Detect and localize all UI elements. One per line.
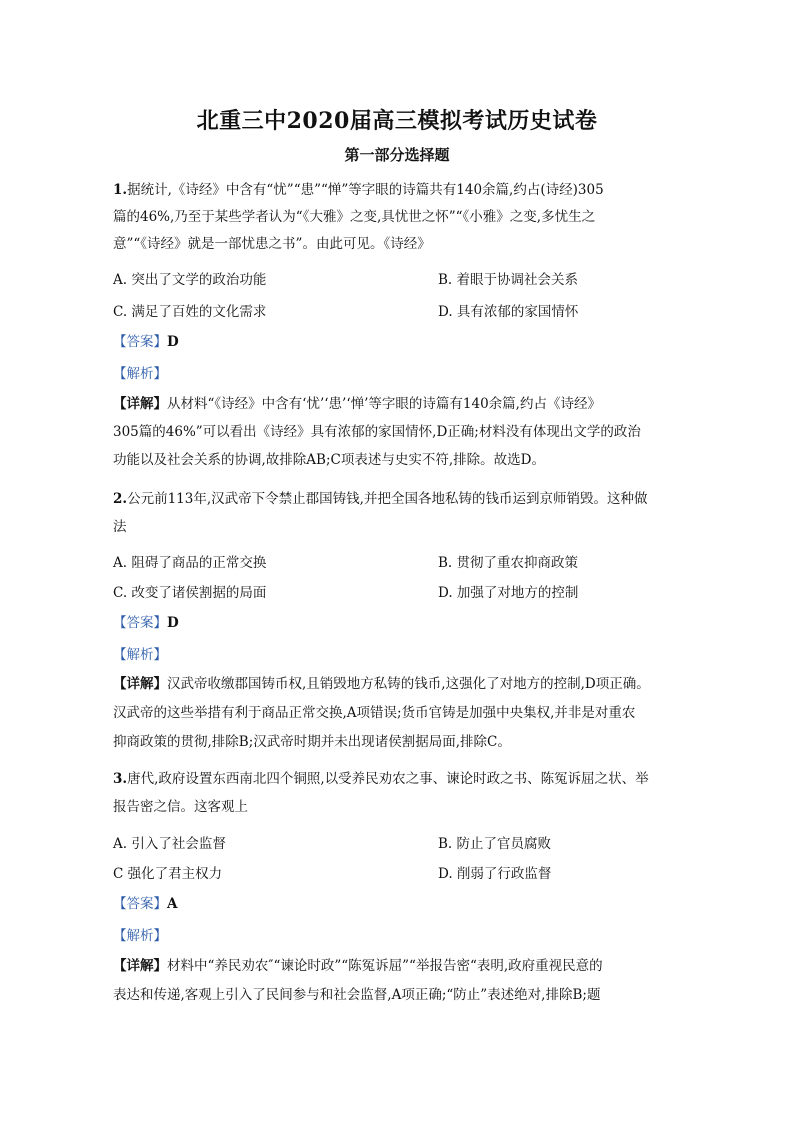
- question-1-analysis-label: 【解析】: [113, 366, 167, 382]
- question-1-option-c: C. 满足了百姓的文化需求: [113, 304, 267, 320]
- question-3-option-b: B. 防止了官员腐败: [438, 836, 552, 852]
- question-2-analysis-label: 【解析】: [113, 647, 167, 663]
- question-3-stem-line-2: 报告密之信。这客观上: [113, 799, 248, 815]
- question-3-analysis-label: 【解析】: [113, 928, 167, 944]
- question-3-detail-line-1: 【详解】材料中“养民劝农″“谏论时政”“陈冤诉屈”“举报告密“表明,政府重视民意的: [113, 958, 603, 974]
- question-3-option-a: A. 引入了社会监督: [113, 836, 226, 852]
- question-1-stem-line-1: 1.据统计,《诗经》中含有“忧”“患”“惮”等字眼的诗篇共有140余篇,约占(诗经)305: [113, 182, 604, 198]
- question-3-option-c: C 强化了君主权力: [113, 866, 223, 882]
- question-2-option-c: C. 改变了诸侯割据的局面: [113, 585, 267, 601]
- question-1-answer: 【答案】D: [113, 334, 179, 350]
- question-1-detail-line-2: 305篇的46%”可以看出《诗经》具有浓郁的家国情怀,D正确;材料没有体现出文学的政治: [113, 424, 641, 440]
- question-3-option-d: D. 削弱了行政监督: [438, 866, 552, 882]
- section-title: 第一部分选择题: [344, 146, 450, 164]
- question-3-stem-line-1: 3.唐代,政府设置东西南北四个铜照,以受养民劝农之事、谏论时政之书、陈冤诉屈之状、举: [113, 771, 649, 787]
- question-2-option-b: B. 贯彻了重农抑商政策: [438, 555, 579, 571]
- question-1-stem-line-3: 意”“《诗经》就是一部忧患之书”。由此可见。《诗经》: [113, 236, 431, 252]
- question-2-detail-line-1: 【详解】汉武帝收缴郡国铸币权,且销毁地方私铸的钱币,这强化了对地方的控制,D项正确。: [113, 676, 650, 692]
- question-2-option-d: D. 加强了对地方的控制: [438, 585, 579, 601]
- question-1-option-b: B. 着眼于协调社会关系: [438, 272, 579, 288]
- question-1-detail-line-3: 功能以及社会关系的协调,故排除AB;C项表述与史实不符,排除。故选D。: [113, 452, 545, 468]
- question-2-stem-line-1: 2.公元前113年,汉武帝下令禁止郡国铸钱,并把全国各地私铸的钱币运到京师销毁。这种做: [113, 491, 648, 507]
- question-3-detail-line-2: 表达和传递,客观上引入了民间参与和社会监督,A项正确;“防止”表述绝对,排除B;题: [113, 987, 601, 1003]
- question-3-answer: 【答案】A: [113, 896, 178, 912]
- question-1-option-a: A. 突出了文学的政治功能: [113, 272, 267, 288]
- question-1-option-d: D. 具有浓郁的家国情怀: [438, 304, 579, 320]
- question-2-detail-line-2: 汉武帝的这些举措有利于商品正常交换,A项错误;货币官铸是加强中央集权,并非是对重农: [113, 705, 636, 721]
- question-1-detail-line-1: 【详解】从材料“《诗经》中含有‘忧’‘患’‘惮’等字眼的诗篇有140余篇,约占《诗经》: [113, 396, 601, 412]
- question-2-detail-line-3: 抑商政策的贯彻,排除B;汉武帝时期并未出现诸侯割据局面,排除C。: [113, 734, 511, 750]
- question-2-option-a: A. 阻碍了商品的正常交换: [113, 555, 267, 571]
- question-2-number: 2.: [113, 491, 128, 507]
- question-1-stem-line-2: 篇的46%,乃至于某些学者认为“《大雅》之变,具忧世之怀”“《小雅》之变,多忧生之: [113, 209, 596, 225]
- page-title: 北重三中2020届高三模拟考试历史试卷: [196, 108, 598, 134]
- question-2-stem-line-2: 法: [113, 519, 127, 535]
- question-1-number: 1.: [113, 182, 128, 198]
- question-2-answer: 【答案】D: [113, 615, 179, 631]
- question-3-number: 3.: [113, 771, 128, 787]
